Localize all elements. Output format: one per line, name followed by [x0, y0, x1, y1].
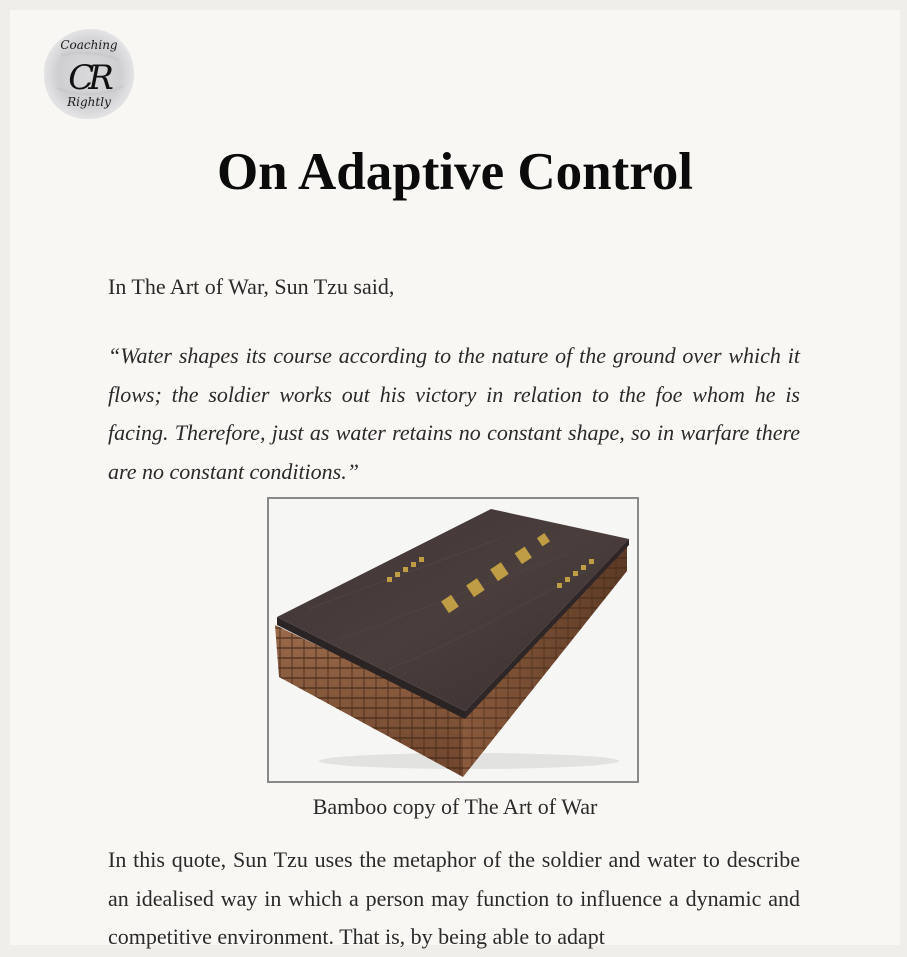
coaching-rightly-logo[interactable] — [41, 26, 137, 122]
page-title: On Adaptive Control — [216, 143, 694, 201]
logo-line2: Rightly — [67, 95, 111, 109]
intro-text: In The Art of War, Sun Tzu said, — [108, 274, 395, 299]
logo-monogram: CR — [68, 58, 108, 98]
logo-line1: Coaching — [60, 38, 118, 52]
article-page — [10, 10, 900, 950]
body-paragraph: In this quote, Sun Tzu uses the metaphor of the soldier and water to describe an idealised way in which a person may function to influence a dynamic and competitive environment. That is, by being able to adapt — [108, 847, 800, 950]
bamboo-book-image — [267, 497, 639, 783]
image-caption: Bamboo copy of The Art of War — [312, 794, 598, 819]
sun-tzu-quote: “Water shapes its course according to the nature of the ground over which it flows; the soldier works out his victory in relation to the foe whom he is facing. Therefore, just as water retains no constant shape, so in warfare there are no constant conditions.” — [108, 343, 800, 485]
